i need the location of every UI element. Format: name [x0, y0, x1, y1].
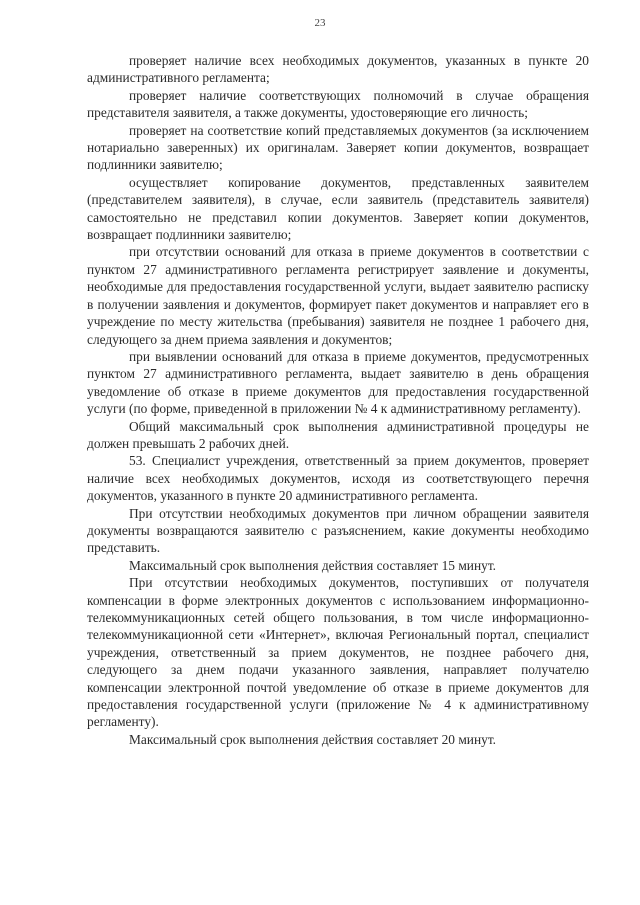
paragraph-check-authority: проверяет наличие соответствующих полномочий в случае обращения представителя заявителя, а также документы, удостоверяющие его личность; [87, 87, 589, 121]
paragraph-deadline-20: Максимальный срок выполнения действия составляет 20 минут. [129, 731, 497, 747]
paragraph-registration: при отсутствии оснований для отказа в приеме документов в соответствии с пунктом 27 административного регламента регистрирует заявление и документы, необходимые для предоставления государственной услуги, выдает заявителю расписку в получении заявления и документов, формирует пакет документов и направляет его в учреждение по месту жительства (пребывания) заявителя не позднее 1 рабочего дня, следующего за днем приема заявления и документов; [87, 244, 589, 347]
paragraph-total-deadline: Общий максимальный срок выполнения административной процедуры не должен превышать 2 рабочих дней. [87, 418, 589, 451]
paragraph-missing-documents-electronic: При отсутствии необходимых документов, поступивших от получателя компенсации в форме электронных документов с использованием информационно-телекоммуникационных сетей общего пользования, в том числе информационно-телекоммуникационной сети «Интернет», включая Региональный портал, специалист учреждения, ответственный за прием документов, не позднее рабочего дня, следующего за днем подачи указанного заявления, направляет получателю компенсации электронной почтой уведомление об отказе в приеме документов для предоставления государственной услуги (приложение № 4 к административному регламенту). [87, 575, 589, 730]
paragraph-copying: осуществляет копирование документов, представленных заявителем (представителем заявителя), в случае, если заявитель (представитель заявителя) самостоятельно не представил копии документов. Заверяет копии документов, возвращает подлинники заявителю; [87, 174, 589, 243]
document-body [87, 52, 589, 748]
paragraph-refusal-notice: при выявлении оснований для отказа в приеме документов, предусмотренных пунктом 27 административного регламента, выдает заявителю в день обращения уведомление об отказе в приеме документов для предоставления государственной услуги (по форме, приведенной в приложении № 4 к административному регламенту). [87, 348, 589, 417]
paragraph-check-documents: проверяет наличие всех необходимых документов, указанных в пункте 20 административного регламента; [87, 53, 589, 86]
paragraph-missing-documents-personal: При отсутствии необходимых документов при личном обращении заявителя документы возвращаются заявителю с разъяснением, какие документы необходимо представить. [87, 505, 589, 556]
paragraph-53: 53. Специалист учреждения, ответственный за прием документов, проверяет наличие всех необходимых документов, исходя из соответствующего перечня документов, указанного в пункте 20 административного регламента. [87, 453, 589, 504]
paragraph-deadline-15: Максимальный срок выполнения действия составляет 15 минут. [129, 557, 497, 573]
page-number: 23 [314, 17, 326, 29]
paragraph-check-copies: проверяет на соответствие копий представляемых документов (за исключением нотариально заверенных) их оригиналам. Заверяет копии документов, возвращает подлинники заявителю; [87, 122, 589, 173]
